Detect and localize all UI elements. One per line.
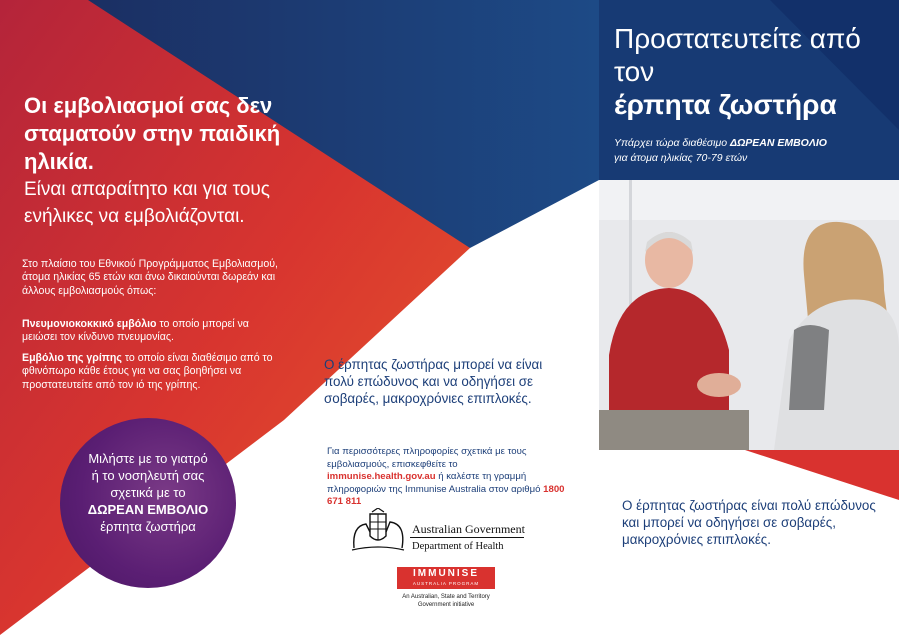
intro-text: Στο πλαίσιο του Εθνικού Προγράμματος Εμβολιασμού, άτομα ηλικίας 65 ετών και άνω δικαιούνται δωρεάν και άλλους εμβολιασμούς όπως: [22, 258, 278, 297]
title-light: Προστατευτείτε από τον [614, 23, 861, 87]
subtitle [614, 136, 874, 166]
immunise-logo-text: IMMUNISE [413, 568, 479, 579]
headline-light: Είναι απαραίτητο και για τους ενήλικες να εμβολιάζονται. [24, 179, 270, 227]
phone-number[interactable]: 1800 671 811 [327, 483, 565, 508]
immunise-logo-sub: AUSTRALIA PROGRAM [412, 581, 480, 586]
page-title [614, 22, 874, 121]
subtitle-suffix: για άτομα ηλικίας 70-79 ετών [614, 152, 748, 164]
gov-divider [410, 537, 524, 538]
vaccine-name: Πνευμονιοκοκκικό εμβόλιο [22, 318, 157, 330]
vaccine-flu [22, 352, 284, 392]
badge-text2: έρπητα ζωστήρα [100, 519, 196, 534]
title-bold: έρπητα ζωστήρα [614, 89, 837, 120]
talk-to-doctor-badge [60, 418, 236, 588]
gov-line1: Australian Government [412, 522, 525, 536]
badge-bold: ΔΩΡΕΑΝ ΕΜΒΟΛΙΟ [87, 502, 209, 517]
right-warning-text: Ο έρπητας ζωστήρας είναι πολύ επώδυνος και μπορεί να οδηγήσει σε σοβαρές, μακροχρόνιες επιπλοκές. [622, 498, 876, 548]
coat-of-arms-icon [348, 508, 408, 554]
vaccine-desc: το οποίο είναι διαθέσιμο από το φθινόπωρο κάθε έτους για να σας βοηθήσει να προστατευτείτε από τον ιό της γρίπης. [22, 352, 273, 391]
middle-warning-text: Ο έρπητας ζωστήρας μπορεί να είναι πολύ επώδυνος και να οδηγήσει σε σοβαρές, μακροχρόνιες επιπλοκές. [324, 357, 543, 407]
vaccine-pneumococcal [22, 318, 284, 345]
badge-text: Μιλήστε με το γιατρό ή το νοσηλευτή σας σχετικά με το [88, 451, 208, 500]
info-part1: Για περισσότερες πληροφορίες σχετικά με τους εμβολιασμούς, επισκεφθείτε το [327, 446, 527, 470]
headline-bold: Οι εμβολιασμοί σας δεν σταματούν στην παιδική ηλικία. [24, 93, 281, 174]
subtitle-prefix: Υπάρχει τώρα διαθέσιμο [614, 137, 728, 149]
info-part2: ή καλέστε τη γραμμή πληροφοριών της Immunise Australia στον αριθμό [327, 471, 541, 495]
initiative-note: An Australian, State and Territory Government initiative [402, 594, 490, 608]
subtitle-bold: ΔΩΡΕΑΝ ΕΜΒΟΛΙΟ [730, 137, 827, 149]
info-text [327, 446, 567, 509]
photo-patient-nurse [599, 180, 899, 450]
vaccine-desc: το οποίο μπορεί να μειώσει τον κίνδυνο πνευμονίας. [22, 318, 249, 344]
vaccine-name: Εμβόλιο της γρίπης [22, 352, 122, 364]
gov-line2: Department of Health [412, 541, 504, 552]
website-link[interactable]: immunise.health.gov.au [327, 471, 436, 483]
